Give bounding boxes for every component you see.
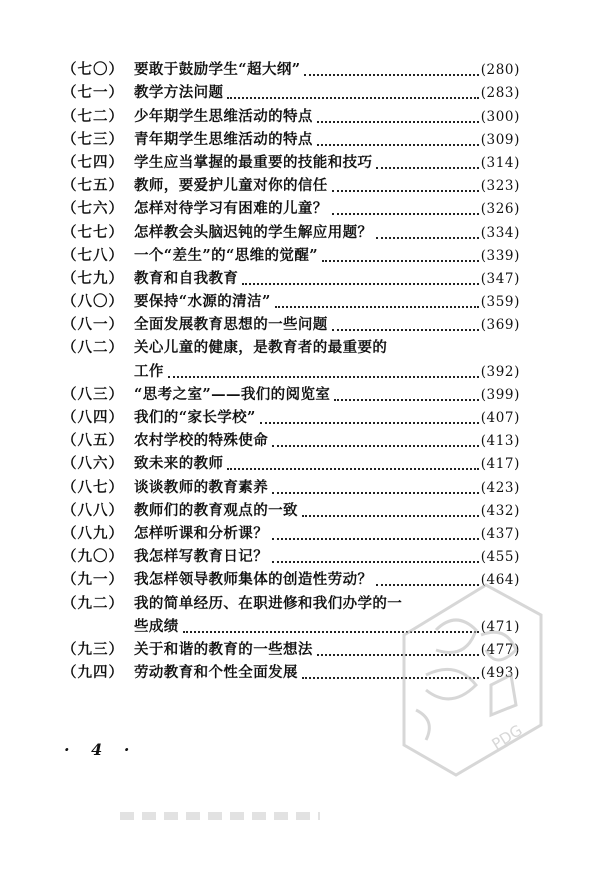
toc-entry-number: （八六） bbox=[62, 455, 124, 473]
toc-entry-number: （八〇） bbox=[62, 293, 124, 311]
toc-entry-number: （七四） bbox=[62, 153, 124, 171]
toc-entry-number: （八八） bbox=[62, 501, 124, 519]
dot-leader bbox=[304, 73, 478, 76]
dot-leader bbox=[332, 328, 479, 331]
toc-entry bbox=[62, 313, 520, 336]
toc-page-number: (471) bbox=[480, 618, 520, 635]
toc-page-number: (423) bbox=[480, 479, 520, 496]
toc-entry-title: 要保持“水源的清洁” bbox=[134, 293, 271, 311]
toc-entry-number: （九二） bbox=[62, 594, 124, 612]
dot-leader bbox=[275, 305, 479, 308]
toc-entry bbox=[62, 81, 520, 104]
toc-entry-title: 些成绩 bbox=[134, 617, 179, 635]
toc-entry-number: （八二） bbox=[62, 339, 124, 357]
toc-entry-title: 关于和谐的教育的一些想法 bbox=[134, 640, 313, 658]
toc-entry-title: 全面发展教育思想的一些问题 bbox=[134, 316, 328, 334]
toc-entry bbox=[62, 336, 520, 382]
toc-entry-title: 怎样对待学习有困难的儿童？ bbox=[134, 200, 328, 218]
toc-entry-number: （七七） bbox=[62, 223, 124, 241]
dot-leader bbox=[227, 96, 478, 99]
toc-entry-number: （八九） bbox=[62, 524, 124, 542]
dot-leader bbox=[376, 236, 478, 239]
dot-leader bbox=[260, 421, 479, 424]
toc-page-number: (339) bbox=[480, 247, 520, 264]
toc-entry bbox=[62, 499, 520, 522]
toc-page-number: (413) bbox=[480, 433, 520, 450]
toc-entry-title: 教师们的教育观点的一致 bbox=[134, 501, 298, 519]
toc-entry-title: 教育和自我教育 bbox=[134, 269, 239, 287]
toc-entry bbox=[62, 104, 520, 127]
toc-page-number: (300) bbox=[480, 108, 520, 125]
stamp-glyph-4 bbox=[491, 675, 516, 715]
toc-entry-number: （八七） bbox=[62, 478, 124, 496]
toc-entry bbox=[62, 151, 520, 174]
toc-entry-title: 教学方法问题 bbox=[134, 84, 224, 102]
toc-page-number: (477) bbox=[480, 641, 520, 658]
dot-leader bbox=[317, 143, 479, 146]
stamp-glyph-1 bbox=[436, 620, 476, 653]
toc-entry-number: （七一） bbox=[62, 84, 124, 102]
toc-entry bbox=[62, 244, 520, 267]
toc-entry-number: （九〇） bbox=[62, 548, 124, 566]
toc-entry-number: （九三） bbox=[62, 640, 124, 658]
page-folio: · 4 · bbox=[64, 740, 138, 759]
toc-page-number: (407) bbox=[480, 410, 520, 426]
toc-entry-title: 工作 bbox=[134, 362, 164, 380]
toc-entry-number: （七六） bbox=[62, 200, 124, 218]
toc-entry-number: （七三） bbox=[62, 130, 124, 148]
toc-entry-title: 学生应当掌握的最重要的技能和技巧 bbox=[134, 153, 373, 171]
dot-leader bbox=[322, 259, 479, 262]
dot-leader bbox=[376, 166, 478, 169]
toc-page-number: (493) bbox=[480, 665, 520, 682]
stamp-glyph-2 bbox=[481, 632, 516, 660]
toc-page-number: (392) bbox=[480, 363, 520, 380]
dot-leader bbox=[272, 491, 479, 494]
toc-entry-number: （七〇） bbox=[62, 61, 124, 79]
toc-entry bbox=[62, 58, 520, 81]
toc-entry-number: （八五） bbox=[62, 432, 124, 450]
toc-entry bbox=[62, 429, 520, 452]
toc-entry-title: 少年期学生思维活动的特点 bbox=[134, 107, 313, 125]
toc-entry bbox=[62, 290, 520, 313]
toc-entry bbox=[62, 267, 520, 290]
stamp-glyph-3 bbox=[426, 669, 476, 699]
toc-entry-number: （八一） bbox=[62, 316, 124, 334]
toc-page-number: (432) bbox=[480, 502, 520, 519]
toc-entry-number: （九四） bbox=[62, 664, 124, 682]
toc-page-number: (283) bbox=[480, 85, 520, 102]
dot-leader bbox=[332, 189, 479, 192]
toc-page-number: (309) bbox=[480, 131, 520, 148]
toc-page-number: (347) bbox=[480, 270, 520, 287]
toc-page-number: (369) bbox=[480, 317, 520, 334]
stamp-glyph-5 bbox=[416, 710, 429, 740]
toc-entry bbox=[62, 197, 520, 220]
toc-entry-title: 我们的“家长学校” bbox=[134, 409, 256, 426]
dot-leader bbox=[272, 537, 479, 540]
toc-entry bbox=[62, 522, 520, 545]
toc-entry-number: （七二） bbox=[62, 107, 124, 125]
library-stamp bbox=[396, 575, 546, 780]
toc-entry-title: 怎样教会头脑迟钝的学生解应用题？ bbox=[134, 223, 373, 241]
toc-entry-number: （七八） bbox=[62, 246, 124, 264]
dot-leader bbox=[272, 560, 479, 563]
toc-entry-title: 致未来的教师 bbox=[134, 455, 224, 473]
toc-page-number: (334) bbox=[480, 224, 520, 241]
toc-entry-title: 关心儿童的健康，是教育者的最重要的 bbox=[134, 339, 388, 357]
toc-entry-title: 怎样听课和分析课？ bbox=[134, 524, 269, 542]
toc-entry-title: 青年期学生思维活动的特点 bbox=[134, 130, 313, 148]
toc-page-number: (417) bbox=[480, 456, 520, 473]
toc-entry-title: 教师，要爱护儿童对你的信任 bbox=[134, 177, 328, 195]
toc-page-number: (280) bbox=[480, 62, 520, 79]
toc-page-number: (437) bbox=[480, 525, 520, 542]
toc-entry-number: （八四） bbox=[62, 409, 124, 426]
toc-entry bbox=[62, 406, 520, 429]
toc-page-number: (323) bbox=[480, 178, 520, 195]
toc-entry-title: 我的简单经历、在职进修和我们办学的一 bbox=[134, 594, 403, 612]
toc-page-number: (455) bbox=[480, 549, 520, 566]
toc-entry bbox=[62, 475, 520, 498]
toc-entry-title: 一个“差生”的“思维的觉醒” bbox=[134, 246, 318, 264]
dot-leader bbox=[332, 212, 479, 215]
dot-leader bbox=[334, 398, 478, 401]
toc-entry bbox=[62, 545, 520, 568]
dot-leader bbox=[168, 375, 479, 378]
stamp-text: PDG bbox=[488, 721, 526, 754]
toc-entry-number: （八三） bbox=[62, 385, 124, 403]
toc-entry bbox=[62, 220, 520, 243]
toc-entry-title: 我怎样写教育日记？ bbox=[134, 548, 269, 566]
dot-leader bbox=[227, 467, 478, 470]
toc-entry bbox=[62, 174, 520, 197]
toc-entry bbox=[62, 452, 520, 475]
toc-page-number: (359) bbox=[480, 294, 520, 311]
toc-page-number: (314) bbox=[480, 154, 520, 171]
dot-leader bbox=[272, 444, 479, 447]
toc-entry-number: （七五） bbox=[62, 177, 124, 195]
dot-leader bbox=[302, 514, 479, 517]
toc-entry bbox=[62, 383, 520, 406]
toc-entry-number: （七九） bbox=[62, 269, 124, 287]
toc-entry-title: 谈谈教师的教育素养 bbox=[134, 478, 269, 496]
toc-entry-title: 农村学校的特殊使命 bbox=[134, 432, 269, 450]
toc-entry-title: “思考之室”——我们的阅览室 bbox=[134, 385, 331, 403]
toc-entry-number: （九一） bbox=[62, 571, 124, 589]
toc-page-number: (326) bbox=[480, 201, 520, 218]
dot-leader bbox=[242, 282, 478, 285]
dot-leader bbox=[317, 120, 479, 123]
scan-smudge bbox=[120, 812, 320, 820]
toc-entry-title: 劳动教育和个性全面发展 bbox=[134, 664, 298, 682]
toc-page-number: (399) bbox=[480, 386, 520, 403]
toc-page-number: (464) bbox=[480, 572, 520, 589]
toc-entry-title: 要敢于鼓励学生“超大纲” bbox=[134, 61, 301, 79]
toc-entry bbox=[62, 128, 520, 151]
toc-entry-title: 我怎样领导教师集体的创造性劳动？ bbox=[134, 571, 373, 589]
